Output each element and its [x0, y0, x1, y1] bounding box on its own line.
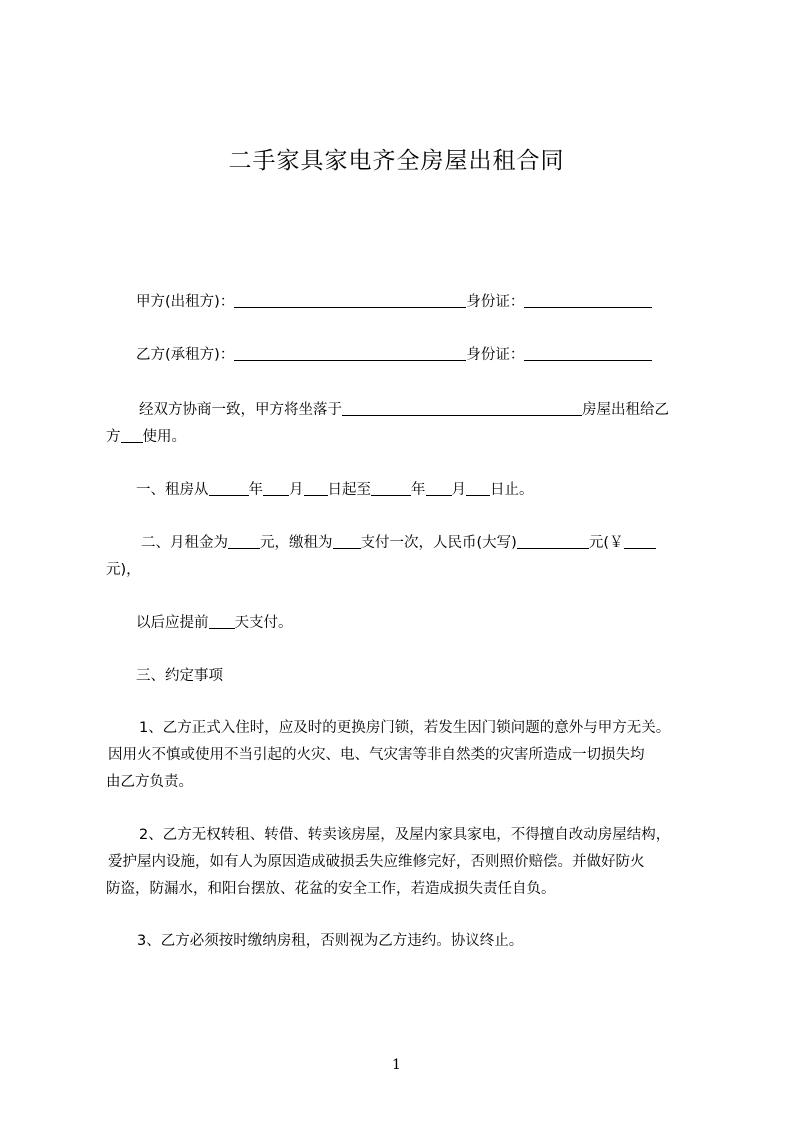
rent-text-2: 元，缴租为 — [260, 535, 333, 551]
amount-chinese-blank — [517, 534, 589, 549]
term-text-6: 月 — [451, 482, 466, 498]
agreement-line-1 — [139, 401, 669, 419]
start-month-blank — [263, 481, 289, 496]
party-b-id-label: 身份证： — [466, 347, 525, 363]
item-2-line-3: 防盗，防漏水，和阳台摆放、花盆的安全工作，若造成损失责任自负。 — [106, 881, 556, 897]
party-a-name-blank — [234, 293, 466, 308]
end-year-blank — [371, 481, 411, 496]
item-2-line-1: 2、乙方无权转租、转借、转卖该房屋，及屋内家具家电，不得擅自改动房屋结构， — [139, 827, 671, 843]
party-b-label: 乙方(承租方)： — [136, 347, 235, 363]
document-title: 二手家具家电齐全房屋出租合同 — [228, 148, 565, 174]
party-b-name-blank — [234, 346, 466, 361]
item-2-line-2: 爱护屋内设施，如有人为原因造成破损丢失应维修完好，否则照价赔偿。并做好防火 — [108, 854, 645, 870]
party-a-line — [136, 293, 652, 311]
item-1-line-3: 由乙方负责。 — [106, 774, 193, 790]
party-a-id-label: 身份证： — [466, 294, 525, 310]
term-text-7: 日止。 — [490, 482, 534, 498]
agreement-line-2 — [106, 428, 186, 446]
advance-text-2: 天支付。 — [234, 615, 293, 631]
term-text-2: 年 — [248, 482, 263, 498]
agreement-text-3: 方 — [106, 429, 121, 445]
term-text-5: 年 — [411, 482, 426, 498]
end-month-blank — [426, 481, 452, 496]
term-text-3: 月 — [289, 482, 304, 498]
item-3-line: 3、乙方必须按时缴纳房租，否则视为乙方违约。协议终止。 — [137, 933, 524, 949]
start-day-blank — [304, 481, 328, 496]
advance-days-blank — [209, 614, 235, 629]
party-b-id-blank — [524, 346, 652, 361]
advance-payment-line — [136, 614, 293, 632]
amount-number-blank — [624, 534, 656, 549]
term-text-1: 一、租房从 — [136, 482, 209, 498]
item-1-line-1: 1、乙方正式入住时，应及时的更换房门锁，若发生因门锁问题的意外与甲方无关。 — [139, 720, 671, 736]
term-text-4: 日起至 — [327, 482, 371, 498]
usage-blank — [121, 428, 143, 443]
advance-text-1: 以后应提前 — [136, 615, 209, 631]
monthly-rent-blank — [228, 534, 260, 549]
rent-text-3: 支付一次，人民币(大写) — [360, 535, 517, 551]
party-a-label: 甲方(出租方)： — [136, 294, 235, 310]
party-a-id-blank — [524, 293, 652, 308]
section-3-heading: 三、约定事项 — [136, 668, 223, 684]
agreement-text-2: 房屋出租给乙 — [582, 402, 669, 418]
payment-period-blank — [333, 534, 361, 549]
rent-line-2 — [106, 561, 141, 579]
rent-text-1: 二、月租金为 — [141, 535, 228, 551]
property-address-blank — [342, 401, 582, 416]
page-number: 1 — [392, 1057, 401, 1073]
party-b-line — [136, 346, 652, 364]
rent-text-4: 元(￥ — [588, 535, 624, 551]
agreement-text-4: 使用。 — [142, 429, 186, 445]
start-year-blank — [209, 481, 249, 496]
agreement-text-1: 经双方协商一致，甲方将坐落于 — [139, 402, 342, 418]
item-1-line-2: 因用火不慎或使用不当引起的火灾、电、气灾害等非自然类的灾害所造成一切损失均 — [108, 747, 645, 763]
rent-text-5: 元)， — [106, 562, 141, 578]
term-line — [136, 481, 534, 499]
rent-line-1 — [141, 534, 656, 552]
end-day-blank — [466, 481, 490, 496]
